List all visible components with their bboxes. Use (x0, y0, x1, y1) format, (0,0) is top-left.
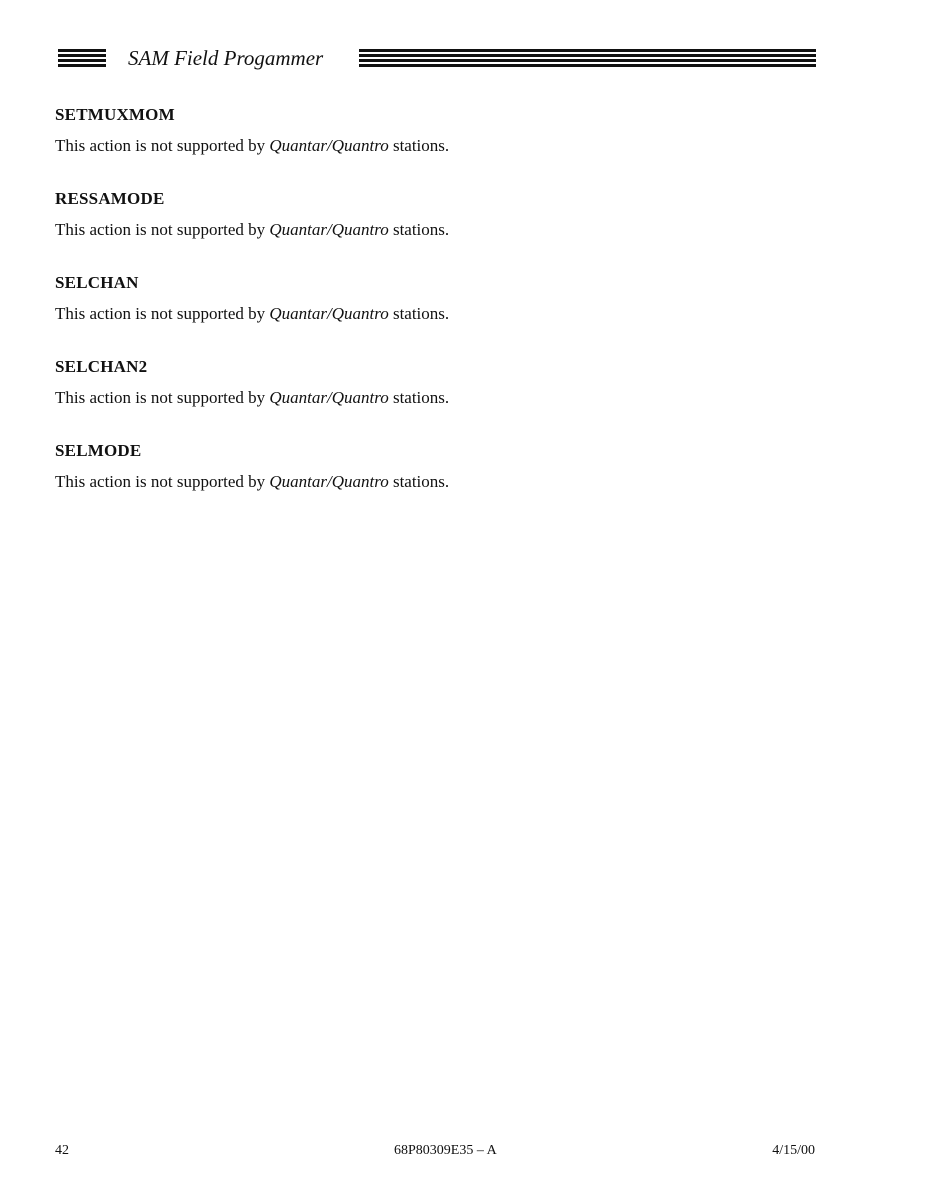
section-text-italic: Quantar/Quantro (269, 304, 389, 323)
section-selmode (55, 440, 815, 493)
section-text-after: stations. (388, 136, 450, 155)
footer-document-id: 68P80309E35 – A (394, 1143, 497, 1158)
section-text (55, 303, 815, 325)
section-title: SELCHAN (55, 273, 139, 292)
section-text-before: This action is not supported by (55, 220, 270, 239)
section-text-before: This action is not supported by (55, 472, 270, 491)
section-setmuxmom (55, 104, 815, 157)
section-text (55, 387, 815, 409)
section-title: SELMODE (55, 441, 142, 460)
section-text (55, 219, 815, 241)
section-text-after: stations. (388, 472, 450, 491)
section-selchan2 (55, 356, 815, 409)
header-rule-right (359, 49, 816, 67)
section-selchan (55, 272, 815, 325)
page-content (55, 104, 815, 524)
section-text (55, 471, 815, 493)
section-text-after: stations. (388, 388, 450, 407)
section-text-italic: Quantar/Quantro (269, 388, 389, 407)
section-text-italic: Quantar/Quantro (269, 136, 389, 155)
section-title: RESSAMODE (55, 189, 165, 208)
section-text (55, 135, 815, 157)
page-footer (55, 1142, 815, 1162)
footer-page-number: 42 (55, 1143, 69, 1158)
section-text-italic: Quantar/Quantro (269, 472, 389, 491)
section-title: SELCHAN2 (55, 357, 148, 376)
footer-date: 4/15/00 (772, 1143, 815, 1158)
header-title: SAM Field Progammer (128, 46, 324, 70)
section-text-before: This action is not supported by (55, 388, 270, 407)
section-text-before: This action is not supported by (55, 136, 270, 155)
section-text-after: stations. (388, 304, 450, 323)
page-header (58, 44, 816, 74)
section-text-italic: Quantar/Quantro (269, 220, 389, 239)
section-text-before: This action is not supported by (55, 304, 270, 323)
section-title: SETMUXMOM (55, 105, 175, 124)
section-text-after: stations. (388, 220, 450, 239)
header-rule-left (58, 49, 106, 67)
section-ressamode (55, 188, 815, 241)
